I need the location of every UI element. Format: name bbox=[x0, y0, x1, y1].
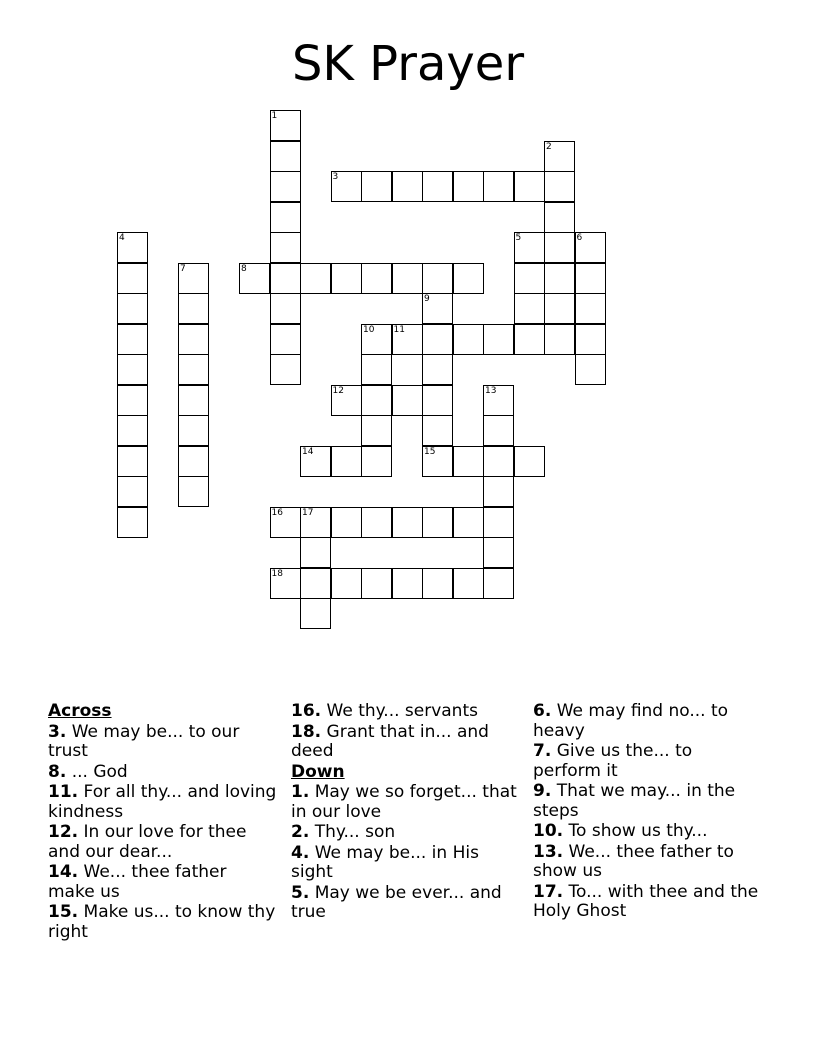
grid-cell[interactable] bbox=[331, 568, 362, 599]
grid-cell[interactable] bbox=[575, 232, 606, 263]
grid-cell[interactable] bbox=[178, 385, 209, 416]
grid-cell[interactable] bbox=[331, 171, 362, 202]
grid-cell[interactable] bbox=[422, 324, 453, 355]
clue-down-7: 7. Give us the... to perform it bbox=[533, 741, 693, 781]
clue-across-16: 16. We thy... servants bbox=[291, 701, 478, 721]
grid-cell[interactable] bbox=[331, 446, 362, 477]
grid-cell[interactable] bbox=[239, 263, 270, 294]
grid-cell[interactable] bbox=[117, 293, 148, 324]
grid-cell[interactable] bbox=[117, 446, 148, 477]
grid-cell[interactable] bbox=[514, 446, 545, 477]
grid-cell[interactable] bbox=[117, 324, 148, 355]
grid-cell[interactable] bbox=[178, 476, 209, 507]
grid-cell[interactable] bbox=[361, 507, 392, 538]
grid-cell[interactable] bbox=[392, 385, 423, 416]
grid-cell[interactable] bbox=[117, 507, 148, 538]
grid-cell[interactable] bbox=[453, 446, 484, 477]
grid-cell[interactable] bbox=[422, 507, 453, 538]
grid-cell[interactable] bbox=[544, 324, 575, 355]
grid-cell[interactable] bbox=[270, 354, 301, 385]
grid-cell[interactable] bbox=[422, 171, 453, 202]
clue-down-1: 1. May we so forget... that in our love bbox=[291, 782, 517, 822]
grid-cell[interactable] bbox=[392, 263, 423, 294]
clue-down-6: 6. We may find no... to heavy bbox=[533, 701, 729, 741]
grid-cell[interactable] bbox=[331, 385, 362, 416]
grid-cell[interactable] bbox=[361, 415, 392, 446]
grid-cell[interactable] bbox=[392, 568, 423, 599]
clue-number-label: 10 bbox=[363, 324, 375, 335]
clue-number-label: 5 bbox=[515, 233, 522, 243]
grid-cell[interactable] bbox=[270, 110, 301, 141]
clue-number-label: 4 bbox=[119, 233, 125, 243]
grid-cell[interactable] bbox=[483, 385, 514, 416]
grid-cell[interactable] bbox=[453, 324, 484, 355]
grid-cell[interactable] bbox=[178, 263, 209, 294]
grid-cell[interactable] bbox=[514, 324, 545, 355]
grid-cell[interactable] bbox=[483, 507, 514, 538]
clue-number-label: 15 bbox=[424, 446, 436, 457]
clue-down-17: 17. To... with thee and the Holy Ghost bbox=[533, 881, 759, 921]
grid-cell[interactable] bbox=[361, 568, 392, 599]
grid-cell[interactable] bbox=[361, 446, 392, 477]
grid-cell[interactable] bbox=[483, 537, 514, 568]
grid-cell[interactable] bbox=[483, 171, 514, 202]
grid-cell[interactable] bbox=[270, 324, 301, 355]
grid-cell[interactable] bbox=[117, 263, 148, 294]
clue-number-label: 13 bbox=[485, 385, 497, 396]
grid-cell[interactable] bbox=[178, 293, 209, 324]
clue-number-label: 2 bbox=[546, 141, 552, 152]
grid-cell[interactable] bbox=[422, 446, 453, 477]
grid-cell[interactable] bbox=[361, 171, 392, 202]
clues-column-1 bbox=[48, 702, 278, 943]
grid-cell[interactable] bbox=[117, 415, 148, 446]
grid-cell[interactable] bbox=[300, 537, 331, 568]
grid-cell[interactable] bbox=[422, 354, 453, 385]
clue-across-12: 12. In our love for thee and our dear... bbox=[48, 822, 247, 862]
grid-cell[interactable] bbox=[270, 202, 301, 233]
grid-cell[interactable] bbox=[270, 141, 301, 172]
grid-cell[interactable] bbox=[392, 171, 423, 202]
grid-cell[interactable] bbox=[392, 507, 423, 538]
clues-column-3 bbox=[533, 702, 763, 923]
clue-down-10: 10. To show us thy... bbox=[533, 821, 708, 841]
grid-cell[interactable] bbox=[514, 263, 545, 294]
grid-cell[interactable] bbox=[575, 293, 606, 324]
clue-across-18: 18. Grant that in... and deed bbox=[291, 721, 489, 761]
clue-number-label: 17 bbox=[302, 507, 314, 518]
grid-cell[interactable] bbox=[117, 385, 148, 416]
grid-cell[interactable] bbox=[544, 232, 575, 263]
puzzle-title: SK Prayer bbox=[291, 36, 525, 92]
grid-cell[interactable] bbox=[178, 324, 209, 355]
grid-cell[interactable] bbox=[422, 293, 453, 324]
clue-across-14: 14. We... thee father make us bbox=[48, 862, 227, 902]
grid-cell[interactable] bbox=[483, 324, 514, 355]
grid-cell[interactable] bbox=[514, 171, 545, 202]
clue-number-label: 8 bbox=[241, 263, 247, 274]
grid-cell[interactable] bbox=[361, 385, 392, 416]
clue-number-label: 14 bbox=[302, 446, 314, 457]
grid-cell[interactable] bbox=[270, 507, 301, 538]
grid-cell[interactable] bbox=[117, 476, 148, 507]
grid-cell[interactable] bbox=[300, 568, 331, 599]
grid-cell[interactable] bbox=[300, 598, 331, 629]
grid-cell[interactable] bbox=[514, 232, 545, 263]
clue-across-8: 8. ... God bbox=[48, 761, 128, 782]
grid-cell[interactable] bbox=[483, 476, 514, 507]
grid-cell[interactable] bbox=[178, 446, 209, 477]
grid-cell[interactable] bbox=[270, 232, 301, 263]
grid-cell[interactable] bbox=[483, 415, 514, 446]
grid-cell[interactable] bbox=[300, 263, 331, 294]
grid-cell[interactable] bbox=[575, 354, 606, 385]
across-heading: Across bbox=[48, 701, 112, 721]
down-heading: Down bbox=[291, 761, 345, 782]
grid-cell[interactable] bbox=[544, 263, 575, 294]
clue-across-3: 3. We may be... to our trust bbox=[48, 721, 240, 761]
grid-cell[interactable] bbox=[483, 446, 514, 477]
grid-cell[interactable] bbox=[392, 324, 423, 355]
grid-cell[interactable] bbox=[453, 507, 484, 538]
grid-cell[interactable] bbox=[117, 354, 148, 385]
clue-down-9: 9. That we may... in the steps bbox=[533, 781, 736, 821]
clue-number-label: 6 bbox=[576, 233, 583, 243]
clue-number-label: 9 bbox=[424, 294, 430, 304]
clues-column-2 bbox=[291, 702, 521, 924]
grid-cell[interactable] bbox=[544, 171, 575, 202]
clue-down-4: 4. We may be... in His sight bbox=[291, 842, 479, 882]
grid-cell[interactable] bbox=[270, 293, 301, 324]
clue-number-label: 16 bbox=[271, 507, 283, 518]
grid-cell[interactable] bbox=[270, 263, 301, 294]
grid-cell[interactable] bbox=[178, 415, 209, 446]
grid-cell[interactable] bbox=[453, 171, 484, 202]
grid-cell[interactable] bbox=[453, 568, 484, 599]
grid-cell[interactable] bbox=[422, 385, 453, 416]
grid-cell[interactable] bbox=[300, 446, 331, 477]
clue-across-11: 11. For all thy... and loving kindness bbox=[48, 782, 277, 822]
grid-cell[interactable] bbox=[575, 263, 606, 294]
clue-number-label: 3 bbox=[332, 172, 339, 182]
grid-cell[interactable] bbox=[544, 202, 575, 233]
grid-cell[interactable] bbox=[544, 141, 575, 172]
clue-number-label: 1 bbox=[271, 111, 278, 121]
clue-number-label: 7 bbox=[180, 263, 186, 274]
clue-number-label: 18 bbox=[271, 568, 283, 579]
grid-cell[interactable] bbox=[117, 232, 148, 263]
clue-down-2: 2. Thy... son bbox=[291, 822, 396, 842]
grid-cell[interactable] bbox=[422, 415, 453, 446]
grid-cell[interactable] bbox=[331, 507, 362, 538]
grid-cell[interactable] bbox=[270, 171, 301, 202]
grid-cell[interactable] bbox=[514, 293, 545, 324]
grid-cell[interactable] bbox=[331, 263, 362, 294]
grid-cell[interactable] bbox=[453, 263, 484, 294]
grid-cell[interactable] bbox=[422, 263, 453, 294]
grid-cell[interactable] bbox=[300, 507, 331, 538]
clue-across-15: 15. Make us... to know thy right bbox=[48, 902, 276, 942]
grid-cell[interactable] bbox=[575, 324, 606, 355]
grid-cell[interactable] bbox=[361, 263, 392, 294]
clue-number-label: 12 bbox=[332, 385, 344, 396]
grid-cell[interactable] bbox=[361, 354, 392, 385]
clue-down-5: 5. May we be ever... and true bbox=[291, 882, 502, 922]
grid-cell[interactable] bbox=[483, 568, 514, 599]
grid-cell[interactable] bbox=[178, 354, 209, 385]
grid-cell[interactable] bbox=[422, 568, 453, 599]
grid-cell[interactable] bbox=[270, 568, 301, 599]
clue-down-13: 13. We... thee father to show us bbox=[533, 841, 734, 881]
clue-number-label: 11 bbox=[393, 324, 405, 335]
grid-cell[interactable] bbox=[544, 293, 575, 324]
grid-cell[interactable] bbox=[361, 324, 392, 355]
